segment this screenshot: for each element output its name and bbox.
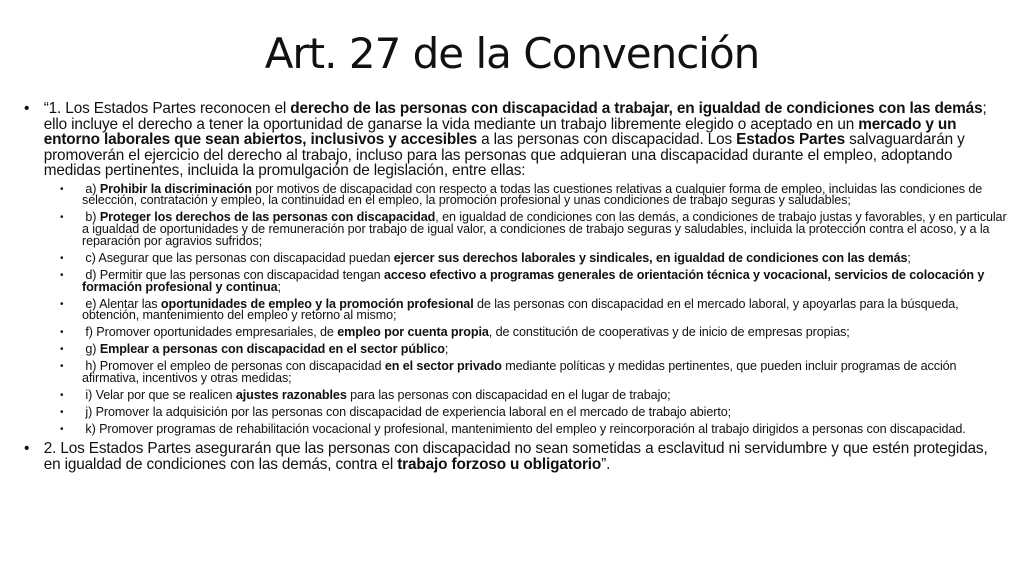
sub-item-f (24, 327, 1008, 339)
body-text: a las personas con discapacidad. Los (477, 131, 737, 148)
sub-item-b (24, 212, 1008, 247)
body-text: h) Promover el empleo de personas con discapacidad (82, 359, 385, 374)
sub-item-e (24, 296, 1008, 323)
body-text: c) Asegurar que las personas con discapacidad puedan (82, 250, 394, 265)
sub-item-j (24, 407, 1008, 419)
body-text: i) Velar por que se realicen (82, 388, 236, 403)
bullet-icon: • (24, 440, 30, 458)
sub-item-text (82, 424, 1008, 436)
slide-content (24, 101, 1008, 472)
sub-item-text (82, 296, 1008, 323)
bullet-icon: • (60, 327, 64, 339)
sub-item-i (24, 390, 1008, 402)
body-text: e) Alentar las (82, 296, 161, 311)
emphasis-text: ajustes razonables (235, 388, 347, 403)
paragraph-2-text (44, 441, 994, 472)
emphasis-text: en el sector privado (384, 359, 502, 374)
body-text: a) (82, 181, 100, 196)
emphasis-text: ejercer sus derechos laborales y sindicales, en igualdad de condiciones con las demás (393, 250, 908, 265)
paragraph-2 (24, 441, 993, 472)
body-text: ; (277, 279, 281, 294)
sub-item-k (24, 424, 1008, 436)
body-text: ; ello incluye el derecho a tener la oportunidad de ganarse la vida mediante un trabajo libremente elegido o aceptado en un (43, 100, 987, 133)
sub-item-text (82, 181, 1008, 208)
emphasis-text: derecho de las personas con discapacidad a trabajar, en igualdad de condiciones con las demás (290, 100, 983, 117)
body-text: para las personas con discapacidad en el lugar de trabajo; (346, 388, 671, 403)
emphasis-text: trabajo forzoso u obligatorio (397, 455, 602, 473)
bullet-icon: • (60, 212, 64, 224)
paragraph-1-text (44, 101, 994, 179)
sub-item-text (82, 407, 1008, 419)
emphasis-text: Prohibir la discriminación (99, 181, 252, 196)
body-text: ”. (601, 455, 611, 473)
bullet-icon: • (60, 252, 64, 264)
body-text: k) Promover programas de rehabilitación vocacional y profesional, mantenimiento del empleo y reincorporación al trabajo dirigidos a personas con discapacidad. (82, 422, 966, 437)
sub-item-text (82, 212, 1008, 247)
body-text: ; (907, 250, 911, 265)
sub-item-g (24, 344, 1008, 356)
body-text: 2. Los Estados Partes asegurarán que las personas con discapacidad no sean sometidas a esclavitud ni servidumbre y que estén protegidas, en igualdad de condiciones con las demás, contra el (43, 440, 988, 473)
emphasis-text: Emplear a personas con discapacidad en el sector público (99, 342, 445, 357)
body-text: j) Promover la adquisición por las personas con discapacidad de experiencia laboral en el mercado de trabajo abierto; (82, 405, 732, 420)
emphasis-text: mercado y un entorno laborales que sean abiertos, inclusivos y accesibles (43, 115, 957, 148)
body-text: , en igualdad de condiciones con las demás, a condiciones de trabajo justas y favorables, y en particular a igualdad de oportunidades y de remuneración por trabajo de igual valor, a condiciones de trabajo seguras y saludables, incluida la protección contra el acoso, y a la reparación por agravios sufridos; (82, 210, 1010, 248)
body-text: por motivos de discapacidad con respecto a todas las cuestiones relativas a cualquier forma de empleo, incluidas las condiciones de selección, contratación y empleo, la continuidad en el empleo, la promoción profesional y unas condiciones de trabajo seguras y saludables; (82, 181, 986, 208)
emphasis-text: empleo por cuenta propia (337, 325, 489, 340)
body-text: , de constitución de cooperativas y de inicio de empresas propias; (488, 325, 850, 340)
emphasis-text: Proteger los derechos de las personas con discapacidad (99, 210, 436, 225)
sub-item-a (24, 181, 1008, 208)
bullet-icon: • (60, 390, 64, 402)
body-text: “1. Los Estados Partes reconocen el (43, 100, 291, 117)
body-text: de las personas con discapacidad en el mercado laboral, y apoyarlas para la búsqueda, obtención, mantenimiento del empleo y retorno al mismo; (82, 296, 962, 323)
bullet-icon: • (60, 424, 64, 436)
sub-item-list (24, 181, 1010, 437)
bullet-icon: • (60, 344, 64, 356)
paragraph-1 (24, 101, 993, 179)
sub-item-text (82, 390, 1008, 402)
body-text: f) Promover oportunidades empresariales, de (82, 325, 338, 340)
body-text: salvaguardarán y promoverán el ejercicio del derecho al trabajo, incluso para las personas que adquieran una discapacidad durante el empleo, adoptando medidas pertinentes, incluida la promulgación de legislación, entre ellas: (43, 131, 965, 179)
sub-item-text (82, 344, 1008, 356)
sub-item-c (24, 250, 1008, 265)
body-text: b) (82, 210, 100, 225)
bullet-icon: • (60, 407, 64, 419)
emphasis-text: Estados Partes (736, 131, 846, 148)
bullet-icon: • (60, 298, 64, 310)
sub-item-text (82, 250, 1008, 265)
emphasis-text: acceso efectivo a programas generales de orientación técnica y vocacional, servicios de colocación y formación profesional y continua (82, 267, 985, 294)
bullet-icon: • (60, 361, 64, 373)
body-text: ; (444, 342, 449, 357)
bullet-icon: • (60, 269, 64, 281)
bullet-icon: • (24, 100, 30, 117)
sub-item-text (82, 361, 1008, 385)
sub-item-text (82, 267, 1008, 294)
slide-title: Art. 27 de la Convención (264, 29, 760, 78)
sub-item-h (24, 361, 1008, 385)
body-text: d) Permitir que las personas con discapacidad tengan (82, 267, 384, 282)
body-text: g) (82, 342, 100, 357)
sub-item-d (24, 267, 1008, 294)
bullet-icon: • (60, 183, 64, 195)
sub-item-text (82, 327, 1008, 339)
body-text: mediante políticas y medidas pertinentes, que pueden incluir programas de acción afirmativa, incentivos y otras medidas; (82, 359, 960, 386)
emphasis-text: oportunidades de empleo y la promoción profesional (160, 296, 474, 311)
